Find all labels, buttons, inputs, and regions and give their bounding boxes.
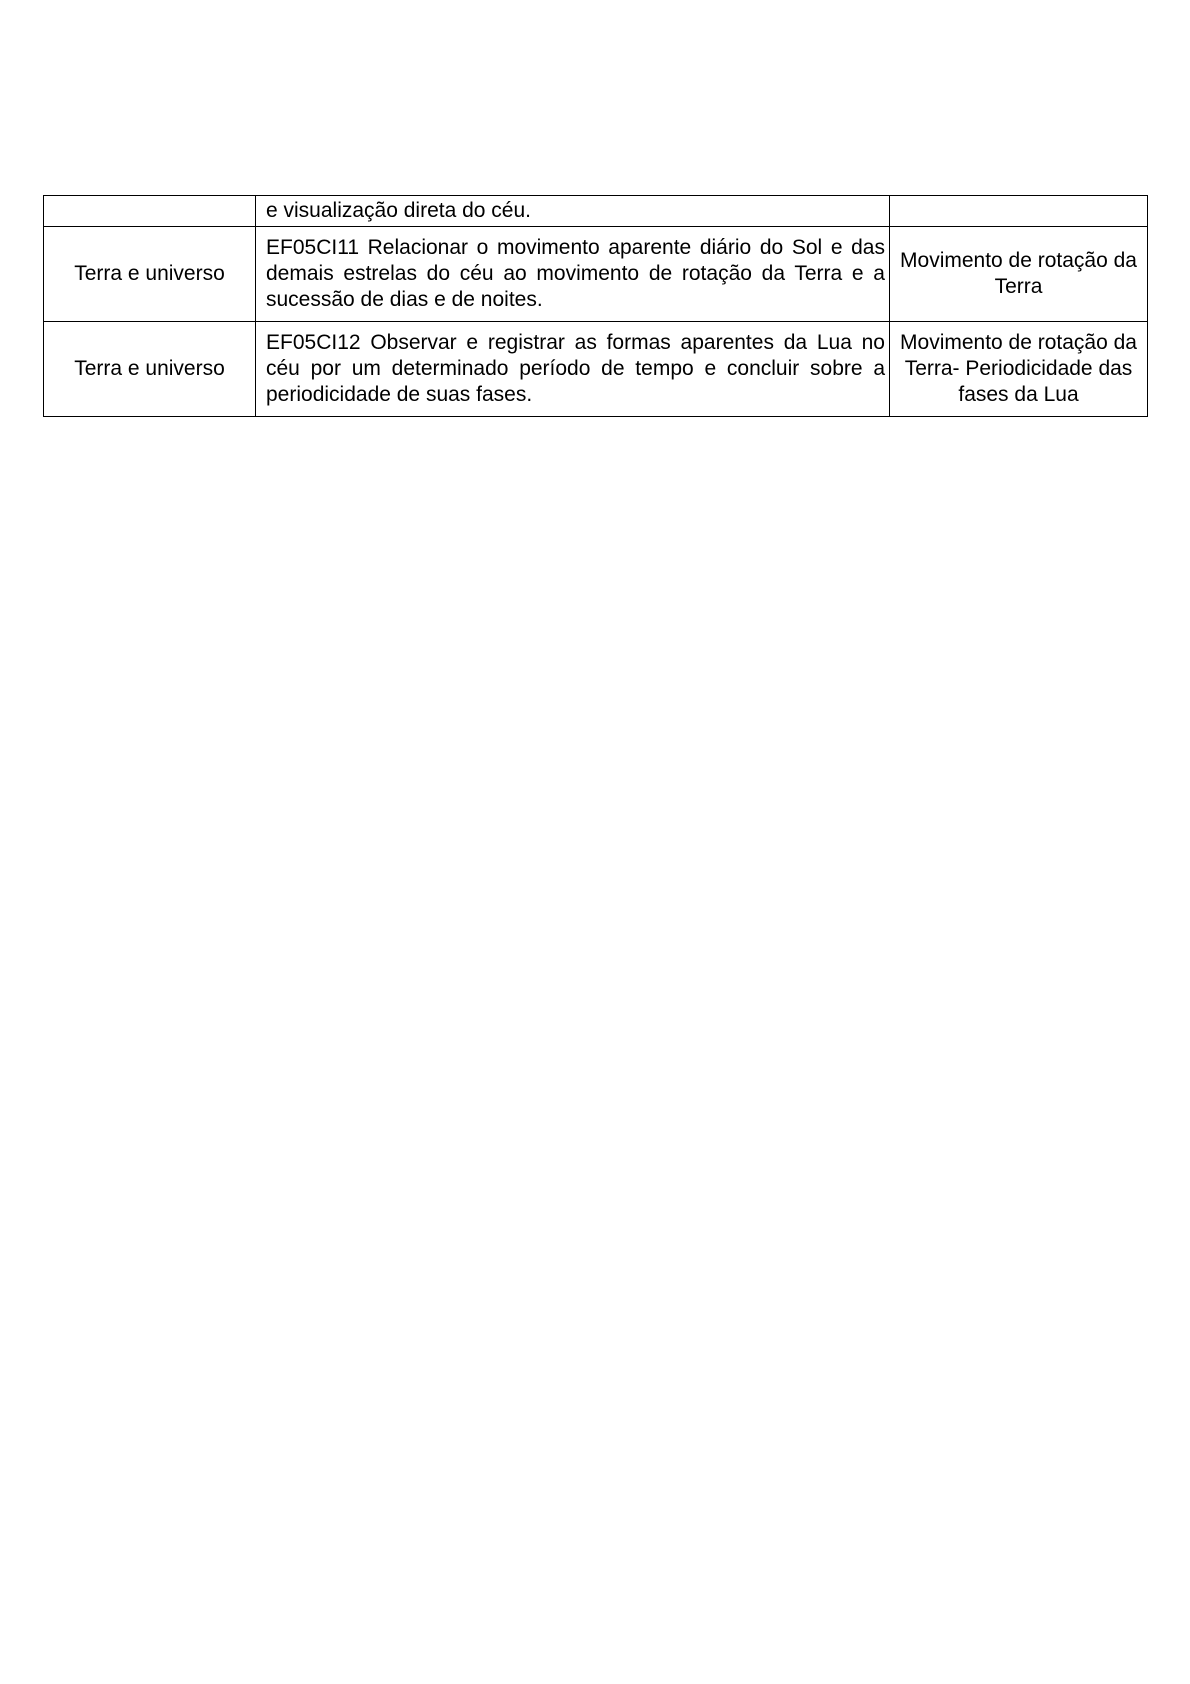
skill-cell: e visualização direta do céu.	[256, 196, 890, 227]
table-row	[44, 196, 1148, 227]
thematic-unit-cell: Terra e universo	[44, 322, 256, 417]
skill-cell: EF05CI11 Relacionar o movimento aparente diário do Sol e das demais estrelas do céu ao movimento de rotação da Terra e a sucessão de dias e de noites.	[256, 227, 890, 322]
thematic-unit-cell	[44, 196, 256, 227]
table-row	[44, 227, 1148, 322]
knowledge-object-cell: Movimento de rotação da Terra	[890, 227, 1148, 322]
table-row	[44, 322, 1148, 417]
knowledge-object-cell: Movimento de rotação da Terra- Periodicidade das fases da Lua	[890, 322, 1148, 417]
skill-cell: EF05CI12 Observar e registrar as formas aparentes da Lua no céu por um determinado período de tempo e concluir sobre a periodicidade de suas fases.	[256, 322, 890, 417]
knowledge-object-cell	[890, 196, 1148, 227]
thematic-unit-cell: Terra e universo	[44, 227, 256, 322]
curriculum-table	[43, 195, 1148, 417]
